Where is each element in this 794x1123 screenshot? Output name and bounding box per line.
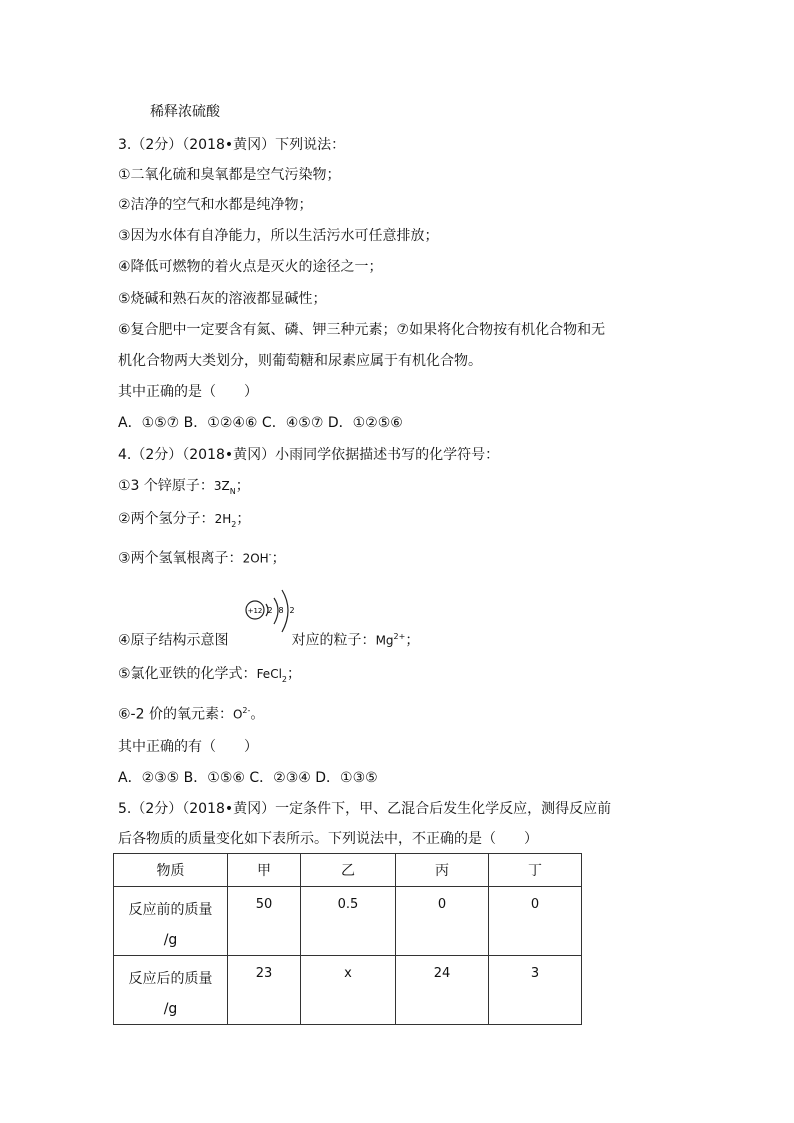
formula-subscript: 2	[231, 519, 237, 529]
formula-subscript: N	[229, 486, 236, 496]
table-header-cell: 丙	[396, 854, 489, 887]
formula: O	[232, 707, 243, 722]
row-label: 反应前的质量	[128, 902, 213, 918]
cell-value: 50	[255, 897, 273, 912]
answer-options: A．②③⑤ B．①⑤⑥ C．②③④ D．①③⑤	[118, 770, 378, 786]
cell-value: 0	[437, 897, 447, 912]
question-prompt: 其中正确的是（ ）	[118, 384, 258, 400]
row-label-cell	[114, 887, 228, 956]
row-label: 反应后的质量	[128, 971, 213, 987]
formula: FeCl	[256, 667, 282, 681]
table-row	[114, 956, 582, 1025]
row-label-unit: /g	[163, 1001, 178, 1017]
formula: 3Z	[213, 479, 230, 493]
table-header-cell: 丁	[489, 854, 582, 887]
punctuation: ；	[271, 550, 286, 567]
table-row	[114, 887, 582, 956]
statement-text: ⑤氯化亚铁的化学式：	[118, 666, 257, 682]
row-label-unit: /g	[163, 932, 178, 948]
punctuation: ；	[405, 632, 420, 649]
text-line: 稀释浓硫酸	[150, 104, 220, 120]
formula-superscript: -	[268, 550, 272, 559]
question-3-stem: 3.（2分）（2018•黄冈）下列说法：	[118, 137, 346, 153]
question-5-stem: 后各物质的质量变化如下表所示。下列说法中，不正确的是（ ）	[118, 831, 538, 847]
statement-line	[118, 628, 419, 650]
punctuation: ；	[287, 666, 301, 682]
table-cell	[301, 956, 396, 1025]
question-5-stem: 5.（2分）（2018•黄冈）一定条件下，甲、乙混合后发生化学反应，测得反应前	[118, 801, 612, 817]
statement-line: ①二氧化硫和臭氧都是空气污染物；	[118, 167, 341, 183]
table-header-cell: 乙	[301, 854, 396, 887]
answer-options: A．①⑤⑦ B．①②④⑥ C．④⑤⑦ D．①②⑤⑥	[118, 415, 403, 431]
punctuation: ；	[236, 511, 251, 527]
punctuation: ；	[235, 478, 250, 494]
table-header-cell: 甲	[228, 854, 301, 887]
formula-superscript: 2-	[242, 706, 251, 715]
shell-electron-count: 2	[267, 606, 273, 615]
cell-value: 0	[530, 897, 540, 912]
statement-line	[118, 510, 250, 534]
formula-superscript: 2+	[393, 632, 406, 641]
formula-subscript: 2	[281, 674, 287, 684]
statement-text: ①3 个锌原子：	[118, 478, 214, 494]
formula: 2H	[214, 512, 232, 526]
shell-electron-count: 8	[278, 606, 284, 615]
question-4-stem: 4.（2分）（2018•黄冈）小雨同学依据描述书写的化学符号：	[118, 447, 500, 463]
statement-line	[118, 546, 286, 568]
cell-value: x	[344, 966, 352, 981]
mass-change-table	[113, 853, 582, 1025]
formula: Mg	[375, 633, 394, 648]
statement-line	[118, 477, 250, 501]
statement-line: ④降低可燃物的着火点是灭火的途径之一；	[118, 259, 383, 275]
statement-text: 对应的粒子：	[291, 632, 376, 649]
statement-line: 机化合物两大类划分，则葡萄糖和尿素应属于有机化合物。	[118, 353, 482, 369]
table-cell	[228, 887, 301, 956]
punctuation: 。	[250, 706, 265, 723]
statement-text: ②两个氢分子：	[118, 511, 215, 527]
formula: 2OH	[242, 551, 269, 566]
table-cell	[489, 956, 582, 1025]
statement-line: ⑤烧碱和熟石灰的溶液都显碱性；	[118, 291, 327, 307]
row-label-cell	[114, 956, 228, 1025]
cell-value: 3	[530, 966, 540, 981]
cell-value: 24	[433, 966, 451, 981]
statement-line: ⑥复合肥中一定要含有氮、磷、钾三种元素；⑦如果将化合物按有机化合物和无	[118, 322, 606, 338]
statement-line	[118, 665, 301, 689]
statement-text: ⑥-2 价的氧元素：	[118, 706, 233, 723]
table-cell	[301, 887, 396, 956]
table-cell	[396, 956, 489, 1025]
cell-value: 0.5	[337, 897, 359, 912]
cell-value: 23	[255, 966, 273, 981]
statement-text: ③两个氢氧根离子：	[118, 550, 243, 567]
statement-line	[118, 702, 264, 724]
table-header-row	[114, 854, 582, 887]
statement-line: ③因为水体有自净能力，所以生活污水可任意排放；	[118, 228, 439, 244]
statement-line: ②洁净的空气和水都是纯净物；	[118, 197, 313, 213]
statement-text: ④原子结构示意图	[118, 632, 229, 649]
shell-electron-count: 2	[289, 606, 295, 615]
table-cell	[228, 956, 301, 1025]
table-header-cell: 物质	[114, 854, 228, 887]
table-cell	[396, 887, 489, 956]
question-prompt: 其中正确的有（ ）	[118, 739, 258, 755]
nucleus-label: +12	[247, 607, 263, 615]
table-cell	[489, 887, 582, 956]
